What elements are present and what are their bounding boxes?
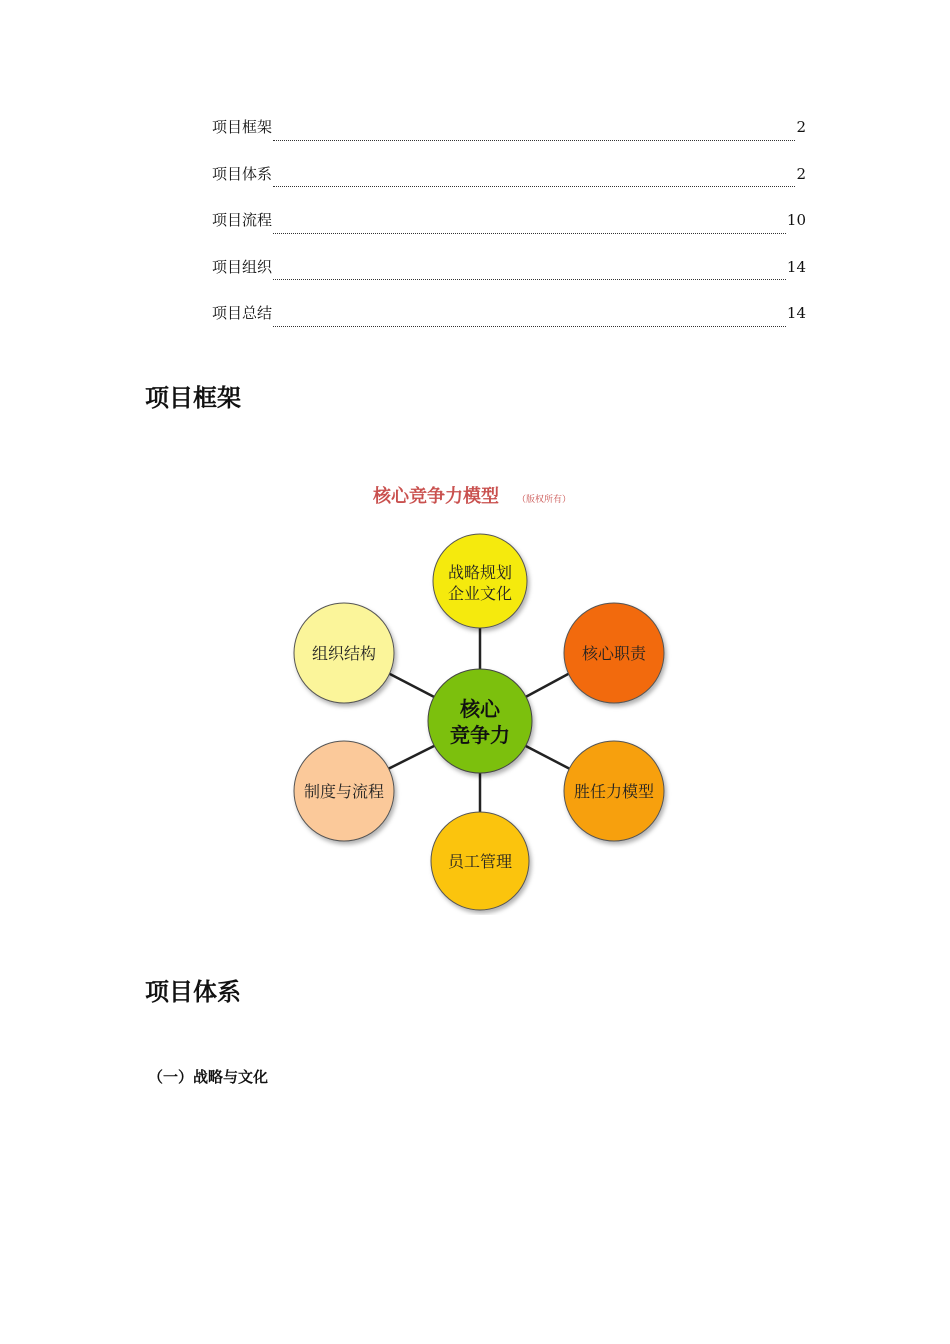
node-label: 员工管理 <box>447 852 513 871</box>
node-label: 核心职责 <box>581 644 647 663</box>
toc-leader-dots <box>273 326 786 327</box>
toc-label: 项目框架 <box>212 118 273 136</box>
toc-row[interactable] <box>212 112 806 159</box>
toc-page-number: 2 <box>796 164 806 183</box>
connector-line <box>388 673 440 700</box>
toc-leader-dots <box>273 279 786 280</box>
center-label: 竞争力 <box>450 723 510 747</box>
node-label: 组织结构 <box>311 644 377 663</box>
diagram-node-policy-process <box>294 741 394 841</box>
table-of-contents <box>212 112 806 345</box>
toc-page-number: 14 <box>786 304 806 322</box>
node-label: 胜任力模型 <box>573 782 655 801</box>
section-heading-system: 项目体系 <box>145 978 241 1006</box>
toc-label: 项目体系 <box>212 164 273 183</box>
core-competency-diagram <box>270 475 690 915</box>
diagram-node-org-structure <box>294 603 394 703</box>
toc-row[interactable] <box>212 205 806 252</box>
diagram-node-competency-model <box>564 741 664 841</box>
toc-leader-dots <box>273 186 795 187</box>
diagram-title-note: （版权所有） <box>517 495 572 505</box>
connector-line <box>520 673 570 700</box>
diagram-node-strategy <box>433 534 527 628</box>
node-label: 企业文化 <box>447 584 513 603</box>
diagram-node-employee-management <box>431 812 529 910</box>
toc-row[interactable] <box>212 159 806 206</box>
diagram-node-core-duties <box>564 603 664 703</box>
center-label: 核心 <box>460 697 500 721</box>
toc-leader-dots <box>273 140 795 141</box>
toc-page-number: 10 <box>786 211 806 229</box>
toc-row[interactable] <box>212 252 806 299</box>
diagram-canvas <box>270 475 690 915</box>
toc-label: 项目总结 <box>212 304 273 322</box>
center-circle <box>428 669 532 773</box>
toc-page-number: 14 <box>786 257 806 276</box>
subsection-heading-strategy-culture: （一）战略与文化 <box>148 1068 269 1086</box>
toc-row[interactable] <box>212 298 806 345</box>
toc-label: 项目组织 <box>212 257 273 276</box>
toc-label: 项目流程 <box>212 211 273 229</box>
connector-line <box>520 743 570 769</box>
connector-line <box>388 743 440 769</box>
toc-page-number: 2 <box>796 118 806 136</box>
node-label: 战略规划 <box>447 563 513 582</box>
toc-leader-dots <box>273 233 786 234</box>
diagram-title: 核心竞争力模型 <box>373 486 499 507</box>
node-label: 制度与流程 <box>303 782 385 801</box>
section-heading-framework: 项目框架 <box>145 384 241 412</box>
diagram-center-node <box>428 669 532 773</box>
